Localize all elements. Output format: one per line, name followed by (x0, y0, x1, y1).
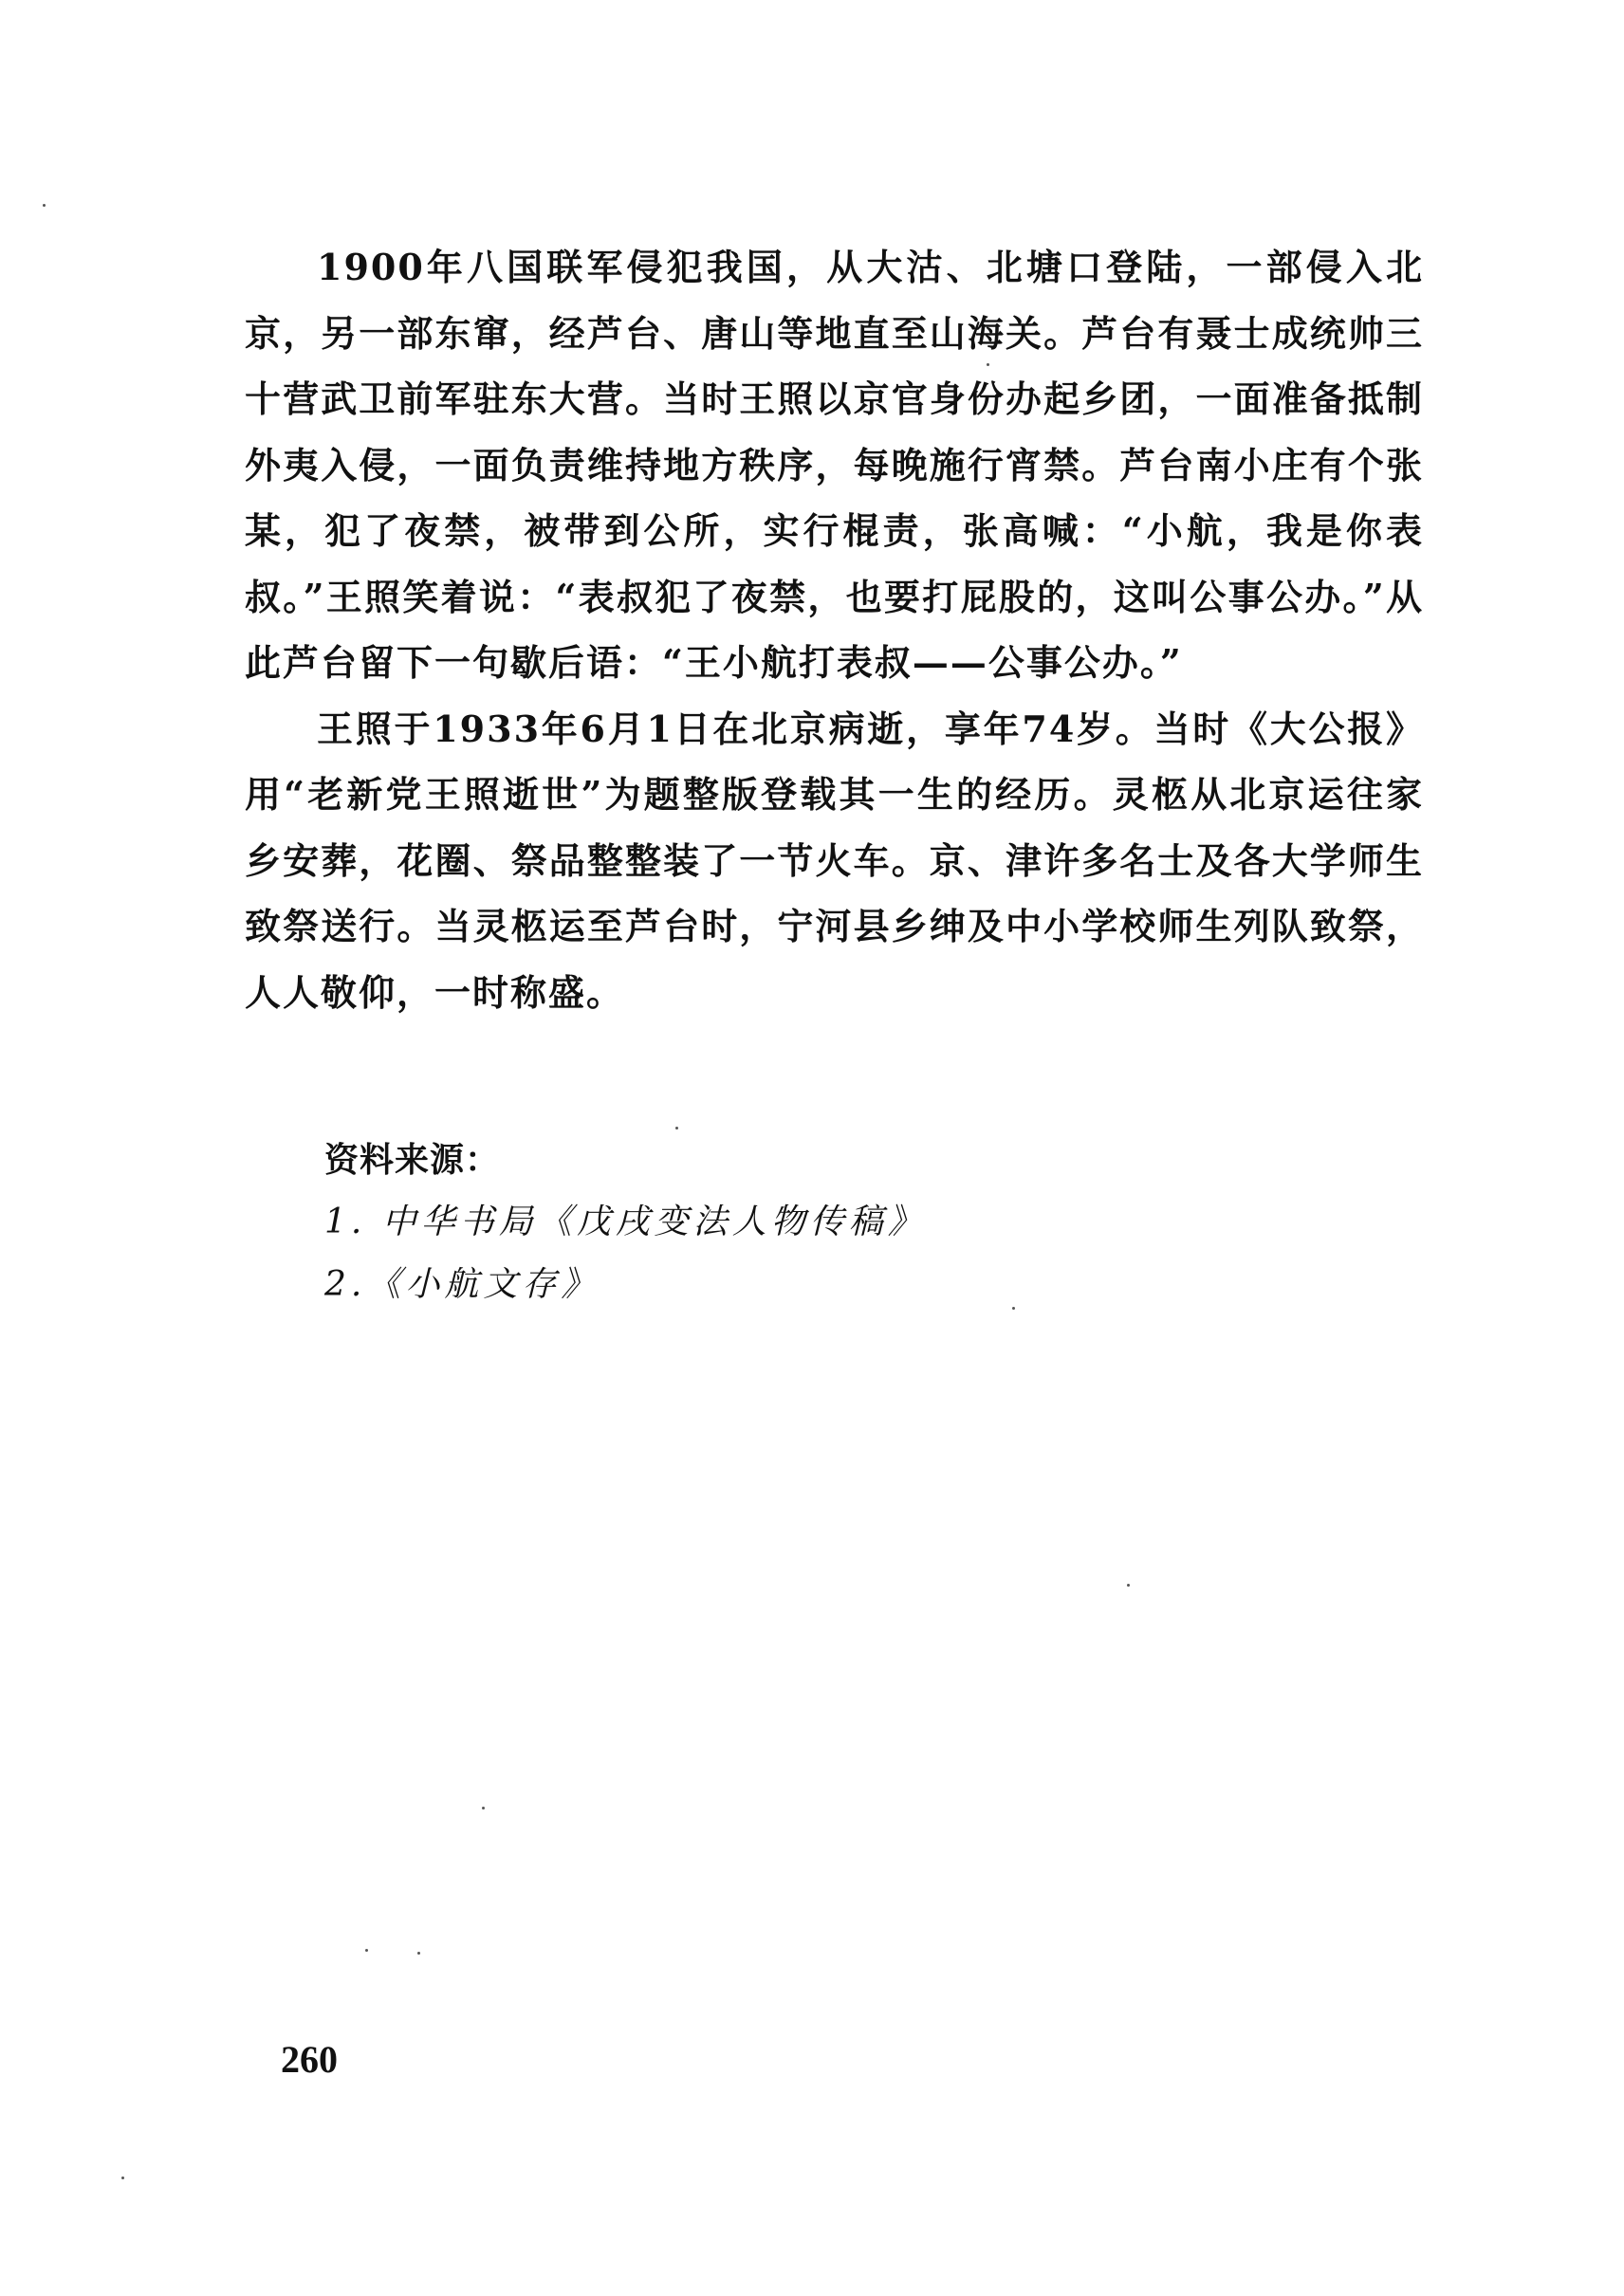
paragraph-death-funeral: 王照于1933年6月1日在北京病逝，享年74岁。当时《大公报》用“老新党王照逝世”为题整版登载其一生的经历。灵柩从北京运往家乡安葬，花圈、祭品整整装了一节火车。京、津许多名士及各大学师生致祭送行。当灵柩运至芦台时，宁河县乡绅及中小学校师生列队致祭，人人敬仰，一时称盛。 (245, 707, 1424, 1014)
sources-heading: 资料来源： (324, 1140, 501, 1180)
scan-speck (1127, 1584, 1130, 1587)
scan-speck (365, 1949, 368, 1952)
scan-speck (1012, 1307, 1015, 1310)
scan-speck (121, 2177, 124, 2179)
sources-section (324, 1129, 1178, 1316)
scan-speck (43, 204, 46, 207)
paragraph-boxer-era: 1900年八国联军侵犯我国，从大沽、北塘口登陆，一部侵入北京，另一部东窜，经芦台、唐山等地直至山海关。芦台有聂士成统帅三十营武卫前军驻东大营。当时王照以京官身份办起乡团，一面准备抵制外夷入侵，一面负责维持地方秩序，每晚施行宵禁。芦台南小庄有个张某，犯了夜禁，被带到公所，实行棍责，张高喊：“小航，我是你表叔。”王照笑着说：“表叔犯了夜禁，也要打屁股的，这叫公事公办。”从此芦台留下一句歇后语：“王小航打表叔——公事公办。” (245, 246, 1424, 684)
article-body (245, 234, 1424, 1025)
scan-speck (675, 1127, 678, 1130)
scan-speck (417, 1952, 420, 1955)
page-number: 260 (281, 2038, 338, 2081)
source-item-2: 2.《小航文存》 (324, 1265, 600, 1304)
scan-speck (482, 1807, 485, 1809)
source-item-1: 1. 中华书局《戊戌变法人物传稿》 (324, 1203, 927, 1241)
scan-speck (987, 363, 989, 366)
